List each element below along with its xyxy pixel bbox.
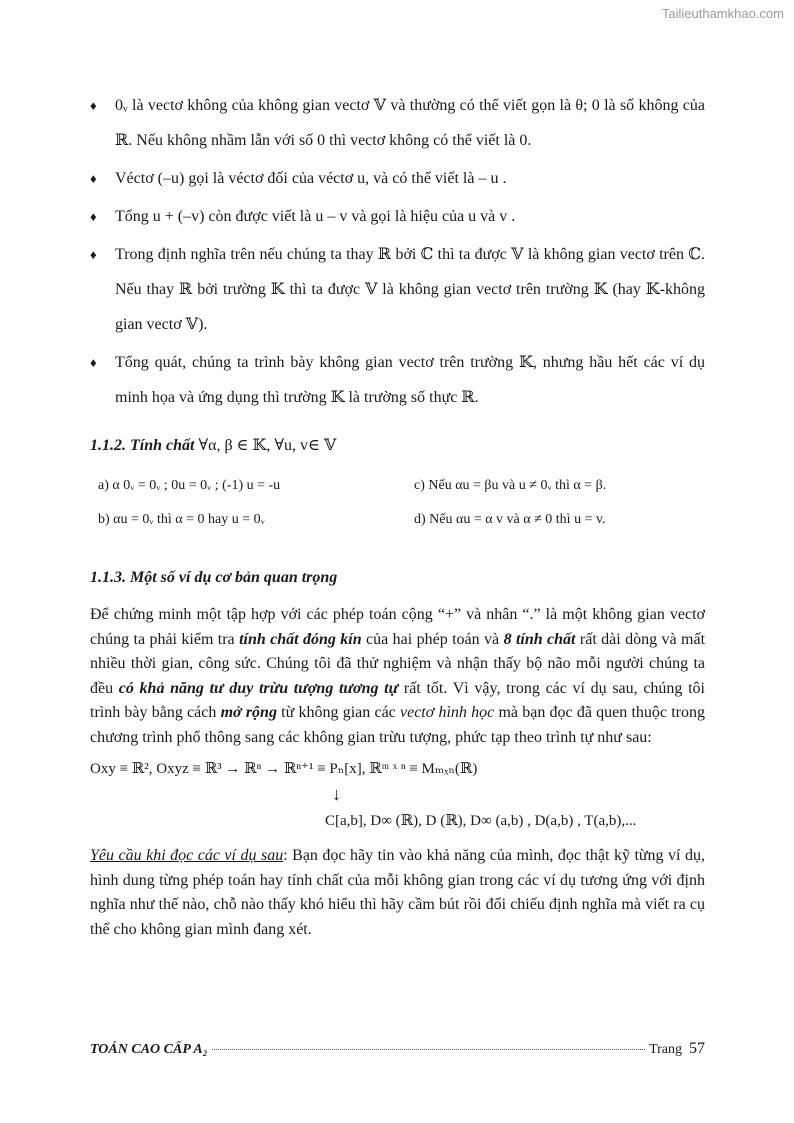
page-number-value: 57 (689, 1040, 705, 1057)
text-run: rất tốt. Vì vậy, trong các ví dụ sau, chúng tôi trình bày bằng cách (90, 679, 706, 721)
diamond-bullet-icon: ♦ (90, 171, 97, 186)
requirement-label: Yêu cầu khi đọc các ví dụ sau (90, 847, 284, 864)
property-a: a) α 0ᵥ = 0ᵥ ; 0u = 0ᵥ ; (-1) u = -u (98, 478, 281, 493)
formula-function-spaces: C[a,b], D∞ (ℝ), D (ℝ), D∞ (a,b) , D(a,b) , T(a,b),... (325, 813, 637, 829)
emphasis-text: có khả năng tư duy trừu tượng tương tự (118, 679, 399, 697)
bullet-text: Trong định nghĩa trên nếu chúng ta thay ℝ bởi ℂ thì ta được 𝕍 là không gian vectơ trên ℂ. Nếu thay ℝ bởi trường 𝕂 thì ta được 𝕍 là không gian vectơ trên trường 𝕂 (hay 𝕂-không gian vectơ 𝕍). (115, 246, 705, 333)
section-heading-properties (90, 431, 705, 461)
bullet-item (90, 88, 705, 158)
emphasis-text: 8 tính chất (503, 630, 576, 648)
text-run: rất dài dòng và mất nhiều thời gian, công sức. Chúng tôi đã thử nghiệm và nhận thấy bộ não mỗi người chúng ta đều (90, 630, 706, 697)
text-run: của hai phép toán và (361, 630, 504, 648)
bullet-text: Tổng quát, chúng ta trình bày không gian vectơ trên trường 𝕂, nhưng hầu hết các ví dụ minh họa và ứng dụng thì trường 𝕂 là trường số thực ℝ. (115, 354, 705, 406)
emphasis-text: tính chất đóng kín (239, 630, 362, 648)
bullet-text: Véctơ (–u) gọi là véctơ đối của véctơ u, và có thể viết là – u . (115, 170, 507, 187)
section-quantifier: ∀α, β ∈ 𝕂, ∀u, v∈ 𝕍 (194, 437, 337, 454)
bullet-item (90, 161, 705, 196)
page-label: Trang (649, 1042, 682, 1057)
text-run: từ không gian các (276, 704, 400, 721)
page-content (90, 88, 705, 942)
property-c: c) Nếu αu = βu và u ≠ 0ᵥ thì α = β. (414, 478, 607, 493)
footer-leader-dots (212, 1049, 646, 1050)
text-run: Để chứng minh một tập hợp với các phép toán cộng “+” và nhân “.” là một không gian vectơ chúng ta phải kiểm tra (90, 606, 705, 648)
page-number (649, 1040, 705, 1058)
footer-title: TOÁN CAO CẤP A₂ (90, 1042, 208, 1057)
down-arrow-icon: ↓ (332, 784, 341, 804)
bullet-text: 0ᵥ là vectơ không của không gian vectơ 𝕍 và thường có thể viết gọn là θ; 0 là số không của ℝ. Nếu không nhầm lẫn với số 0 thì vectơ không có thể viết là 0. (115, 97, 705, 149)
bullet-item (90, 345, 705, 415)
section-heading-examples: 1.1.3. Một số ví dụ cơ bản quan trọng (90, 569, 338, 586)
property-d: d) Nếu αu = α v và α ≠ 0 thì u = v. (414, 512, 606, 527)
text-run: mà bạn đọc đã quen thuộc trong chương trình phổ thông sang các không gian trừu tượng, phức tạp theo trình tự như sau: (90, 704, 706, 746)
diamond-bullet-icon: ♦ (90, 209, 97, 224)
emphasis-text: mở rộng (220, 704, 277, 721)
page-footer (90, 1040, 705, 1058)
diamond-bullet-icon: ♦ (90, 98, 97, 113)
bullet-text: Tổng u + (–v) còn được viết là u – v và gọi là hiệu của u và v . (115, 208, 516, 225)
intro-paragraph (90, 603, 705, 750)
italic-text: vectơ hình học (399, 704, 495, 721)
section-title: 1.1.2. Tính chất (90, 437, 195, 454)
watermark: Tailieuthamkhao.com (661, 6, 784, 21)
property-b: b) αu = 0ᵥ thì α = 0 hay u = 0ᵥ (98, 512, 265, 527)
diamond-bullet-icon: ♦ (90, 247, 97, 262)
reading-requirement (90, 844, 705, 942)
properties-list (90, 469, 705, 537)
requirement-text: : Bạn đọc hãy tin vào khả năng của mình, đọc thật kỹ từng ví dụ, hình dung từng phép toán hay tính chất của mỗi không gian trong các ví dụ tương ứng với định nghĩa như thế nào, chỗ nào thấy khó hiểu thì hãy cầm bút rồi đối chiếu định nghĩa mà viết ra cụ thể cho không gian mình đang xét. (90, 847, 705, 938)
bullet-item (90, 199, 705, 234)
bullet-item (90, 237, 705, 342)
diamond-bullet-icon: ♦ (90, 355, 97, 370)
formula-sequence: Oxy ≡ ℝ², Oxyz ≡ ℝ³ → ℝⁿ → ℝⁿ⁺¹ ≡ Pₙ[x], ℝᵐ ˣ ⁿ ≡ Mₘₓₙ(ℝ) (90, 761, 478, 777)
